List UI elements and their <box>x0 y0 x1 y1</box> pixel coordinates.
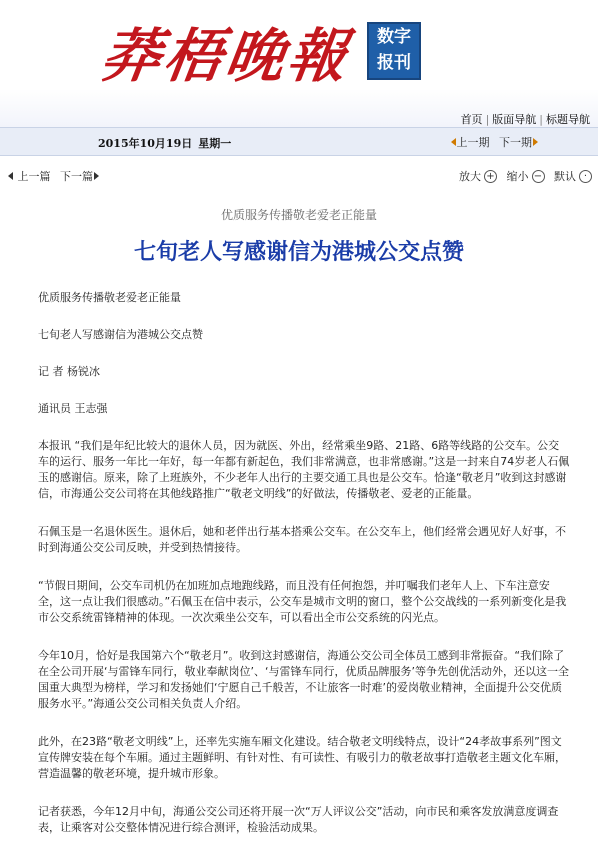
next-issue-link[interactable]: 下一期 <box>499 136 532 149</box>
weekday-text: 星期一 <box>198 137 232 150</box>
article-paragraph: 记者获悉，今年12月中旬，海通公交公司还将开展一次“万人评议公交”活动，向市民和乘客发放满意度调查表，让乘客对公交整体情况进行综合测评，检验活动成果。 <box>38 805 559 834</box>
issue-date <box>98 135 237 151</box>
badge-line1: 数字 <box>377 27 411 47</box>
minus-circle-icon: − <box>532 170 545 183</box>
prev-article-link[interactable]: 上一篇 <box>17 170 51 183</box>
top-navigation <box>461 111 590 127</box>
article-headline: 七旬老人写感谢信为港城公交点赞 <box>133 239 464 265</box>
masthead <box>0 0 598 127</box>
article-subtitle: 七旬老人写感谢信为港城公交点赞 <box>38 328 203 341</box>
section-title: 优质服务传播敬老爱老正能量 <box>220 208 377 222</box>
article-body <box>28 290 570 858</box>
article-subtitle: 优质服务传播敬老爱老正能量 <box>38 291 181 304</box>
date-bar <box>0 127 598 156</box>
article-paragraph: 今年10月，恰好是我国第六个“敬老月”。收到这封感谢信，海通公交公司全体员工感到非常振奋。“我们除了在全公司开展‘与雷锋车同行，敬业奉献岗位’、‘与雷锋车同行，优质品牌服务’等争先创优活动外，还以这一全国重大典型为榜样，学习和发扬她们‘宁愿自己千般苦，不让旅客一时难’的爱岗敬业精神，全面提升公交优质服务水平。”海通公交公司相关负责人介绍。 <box>38 649 569 710</box>
article-paragraph: 石佩玉是一名退休医生。退休后，她和老伴出行基本搭乘公交车。在公交车上，他们经常会遇见好人好事，不时到海通公交公司反映，并受到热情接待。 <box>38 525 566 554</box>
article-paragraph: 本报讯 “我们是年纪比较大的退休人员，因为就医、外出，经常乘坐9路、21路、6路等线路的公交车。公交车的运行、服务一年比一年好，每一年都有新起色，我们非常满意，也非常感谢。”这是一封来自74岁老人石佩玉的感谢信。原来，除了上班族外，不少老年人出行的主要交通工具也是公交车。恰逢“敬老月”收到这封感谢信，市海通公交公司将在其他线路推广“敬老文明线”的好做法，传播敬老、爱老的正能量。 <box>38 439 570 500</box>
next-issue-arrow-icon <box>533 138 538 146</box>
digital-edition-badge <box>367 22 421 80</box>
prev-issue-link[interactable]: 上一期 <box>456 136 490 149</box>
zoom-in-button[interactable] <box>459 168 497 184</box>
article-paragraph: “节假日期间，公交车司机仍在加班加点地跑线路，而且没有任何抱怨，并叮嘱我们老年人上、下车注意安全，这一点让我们很感动。”石佩玉在信中表示，公交车是城市文明的窗口，整个公交战线的一系列新变化是我市公交系统雷锋精神的体现。一次次乘坐公交车，可以看出全市公交系统的闪光点。 <box>38 579 567 624</box>
zoom-default-button[interactable] <box>554 168 592 184</box>
article-correspondent: 通讯员 王志强 <box>38 402 108 415</box>
plus-circle-icon: + <box>484 170 497 183</box>
article-reporter: 记 者 杨锐冰 <box>38 365 100 378</box>
zoom-out-button[interactable] <box>507 168 545 184</box>
newspaper-logo: 莽梧晚報 <box>97 22 355 90</box>
reset-circle-icon: · <box>579 170 592 183</box>
next-article-link[interactable]: 下一篇 <box>60 170 93 183</box>
badge-line2: 报刊 <box>377 53 411 73</box>
nav-title-nav-link[interactable]: 标题导航 <box>546 113 590 126</box>
prev-article-arrow-icon <box>8 172 13 180</box>
article-nav <box>8 168 99 184</box>
date-text: 2015年10月19日 <box>98 137 193 150</box>
prev-issue-arrow-icon <box>451 138 456 146</box>
next-article-arrow-icon <box>94 172 99 180</box>
zoom-controls <box>453 168 592 184</box>
zoom-in-label: 放大 <box>459 170 481 183</box>
zoom-out-label: 缩小 <box>506 170 529 183</box>
nav-page-nav-link[interactable]: 版面导航 <box>492 113 537 126</box>
nav-home-link[interactable]: 首页 <box>460 113 483 126</box>
article-toolbar <box>0 166 598 186</box>
issue-navigation <box>451 134 539 150</box>
nav-separator: | <box>539 113 543 126</box>
article-paragraph: 此外，在23路“敬老文明线”上，还率先实施车厢文化建设。结合敬老文明线特点，设计“24孝故事系列”图文宣传牌安装在每个车厢。通过主题鲜明、有针对性、有可读性、有吸引力的敬老故事打造敬老主题文化车厢，营造温馨的敬老环境，提升城市形象。 <box>38 735 566 780</box>
nav-separator: | <box>485 113 490 126</box>
zoom-default-label: 默认 <box>554 170 576 183</box>
